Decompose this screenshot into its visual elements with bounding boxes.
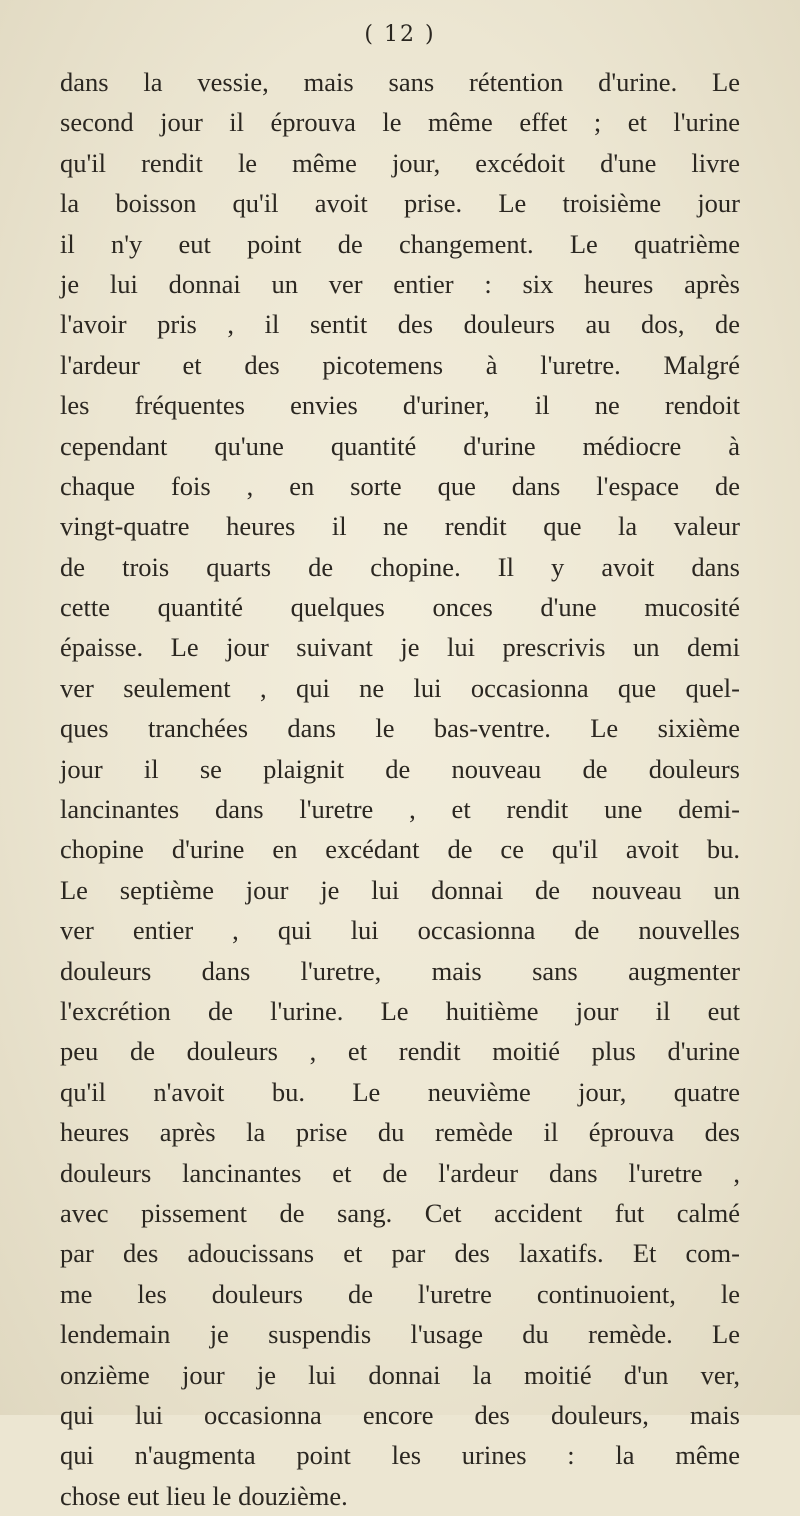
- text-line: vingt-quatre heures il ne rendit que la valeur: [60, 511, 740, 542]
- text-line: de trois quarts de chopine. Il y avoit dans: [60, 551, 740, 582]
- text-line: il n'y eut point de changement. Le quatrième: [60, 228, 740, 259]
- text-line: chaque fois , en sorte que dans l'espace de: [60, 470, 740, 501]
- text-line: épaisse. Le jour suivant je lui prescrivis un demi: [60, 632, 740, 663]
- text-line: lendemain je suspendis l'usage du remède. Le: [60, 1319, 740, 1350]
- text-line: lancinantes dans l'uretre , et rendit une demi-: [60, 794, 740, 825]
- text-line: chose eut lieu le douzième.: [60, 1480, 348, 1511]
- text-line: second jour il éprouva le même effet ; et l'urine: [60, 107, 740, 138]
- text-line: onzième jour je lui donnai la moitié d'un ver,: [60, 1359, 740, 1390]
- text-line: l'ardeur et des picotemens à l'uretre. Malgré: [60, 349, 740, 380]
- page-number: ( 12 ): [364, 22, 436, 47]
- text-line: avec pissement de sang. Cet accident fut calmé: [60, 1197, 740, 1228]
- text-line: dans la vessie, mais sans rétention d'urine. Le: [60, 67, 740, 97]
- text-line: par des adoucissans et par des laxatifs. Et com-: [60, 1238, 740, 1269]
- text-line: douleurs lancinantes et de l'ardeur dans l'uretre ,: [60, 1157, 740, 1188]
- body-text: [60, 62, 740, 1516]
- text-line: cette quantité quelques onces d'une mucosité: [60, 592, 740, 623]
- text-line: je lui donnai un ver entier : six heures après: [60, 268, 740, 299]
- text-line: jour il se plaignit de nouveau de douleurs: [60, 753, 740, 784]
- text-line: ver seulement , qui ne lui occasionna que quel-: [60, 672, 740, 703]
- text-line: me les douleurs de l'uretre continuoient, le: [60, 1278, 740, 1309]
- text-line: ver entier , qui lui occasionna de nouvelles: [60, 915, 740, 946]
- text-line: heures après la prise du remède il éprouva des: [60, 1117, 740, 1148]
- text-line: l'excrétion de l'urine. Le huitième jour il eut: [60, 995, 740, 1026]
- text-line: qui lui occasionna encore des douleurs, mais: [60, 1399, 740, 1430]
- text-line: chopine d'urine en excédant de ce qu'il avoit bu.: [60, 834, 740, 865]
- text-line: douleurs dans l'uretre, mais sans augmenter: [60, 955, 740, 986]
- text-line: les fréquentes envies d'uriner, il ne rendoit: [60, 390, 740, 421]
- text-line: Le septième jour je lui donnai de nouveau un: [60, 874, 740, 905]
- text-line: qu'il n'avoit bu. Le neuvième jour, quatre: [60, 1076, 740, 1107]
- text-line: peu de douleurs , et rendit moitié plus d'urine: [60, 1036, 740, 1067]
- text-line: qui n'augmenta point les urines : la même: [60, 1440, 740, 1471]
- text-line: qu'il rendit le même jour, excédoit d'une livre: [60, 147, 740, 178]
- text-line: la boisson qu'il avoit prise. Le troisième jour: [60, 188, 740, 219]
- text-line: cependant qu'une quantité d'urine médiocre à: [60, 430, 740, 461]
- text-line: l'avoir pris , il sentit des douleurs au dos, de: [60, 309, 740, 340]
- text-line: ques tranchées dans le bas-ventre. Le sixième: [60, 713, 740, 744]
